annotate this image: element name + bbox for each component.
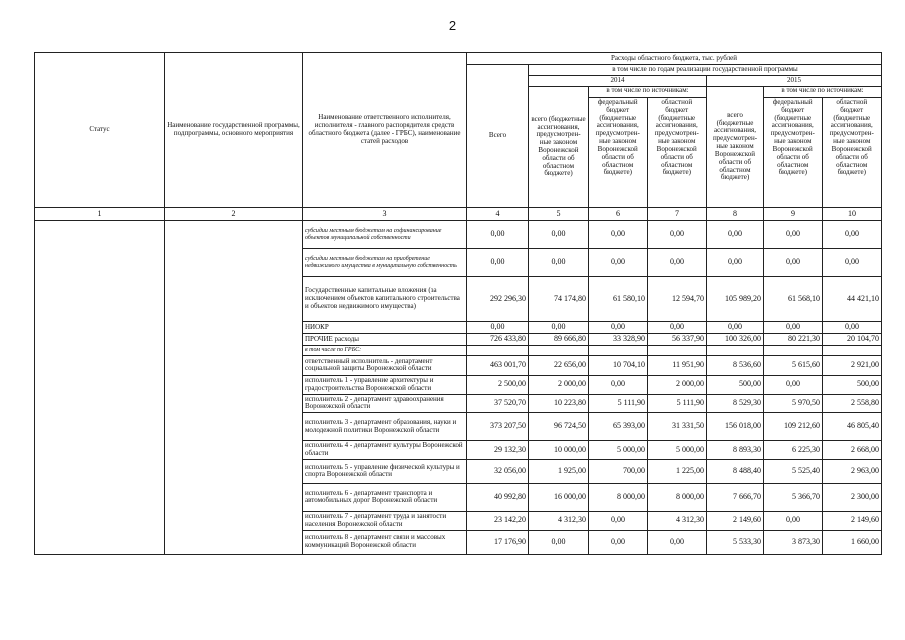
header-federal-2014: федеральный бюджет (бюджетные ассигнования, предусмотрен-ные законом Воронежской области об областном бюджете)	[589, 98, 648, 207]
value-cell: 56 337,90	[648, 333, 707, 345]
value-cell: 500,00	[823, 375, 882, 394]
status-cell	[35, 221, 165, 555]
value-cell: 20 104,70	[823, 333, 882, 345]
header-year-2015: 2015	[707, 76, 882, 87]
row-label: исполнитель 3 - департамент образования, науки и молодежной политики Воронежской области	[303, 413, 467, 441]
value-cell: 16 000,00	[529, 483, 589, 511]
value-cell: 0,00	[648, 322, 707, 334]
value-cell: 10 000,00	[529, 441, 589, 460]
header-by-sources-2014: в том числе по источникам:	[589, 87, 706, 98]
value-cell: 0,00	[648, 530, 707, 554]
header-federal-2015: федеральный бюджет (бюджетные ассигнования, предусмотрен-ные законом Воронежской области об областном бюджете)	[764, 98, 823, 207]
header-sources-2014	[589, 87, 707, 208]
value-cell: 8 529,30	[707, 394, 764, 413]
budget-table	[34, 52, 882, 555]
value-cell: 33 328,90	[589, 333, 648, 345]
value-cell: 0,00	[764, 221, 823, 249]
value-cell: 5 000,00	[589, 441, 648, 460]
value-cell: 0,00	[467, 221, 529, 249]
value-cell: 61 580,10	[589, 277, 648, 322]
value-cell: 7 666,70	[707, 483, 764, 511]
row-label: исполнитель 7 - департамент труда и занятости населения Воронежской области	[303, 511, 467, 530]
row-label: исполнитель 8 - департамент связи и массовых коммуникаций Воронежской области	[303, 530, 467, 554]
value-cell: 96 724,50	[529, 413, 589, 441]
value-cell: 2 558,80	[823, 394, 882, 413]
value-cell: 11 951,90	[648, 355, 707, 375]
value-cell: 61 568,10	[764, 277, 823, 322]
value-cell: 2 149,60	[707, 511, 764, 530]
value-cell: 37 520,70	[467, 394, 529, 413]
value-cell: 726 433,80	[467, 333, 529, 345]
value-cell	[467, 345, 529, 355]
value-cell: 29 132,30	[467, 441, 529, 460]
value-cell	[529, 345, 589, 355]
value-cell	[707, 345, 764, 355]
value-cell: 0,00	[764, 511, 823, 530]
value-cell: 89 666,80	[529, 333, 589, 345]
value-cell: 17 176,90	[467, 530, 529, 554]
value-cell: 0,00	[589, 511, 648, 530]
value-cell: 0,00	[823, 221, 882, 249]
value-cell: 0,00	[589, 221, 648, 249]
value-cell: 5 525,40	[764, 459, 823, 483]
value-cell	[823, 345, 882, 355]
column-number: 6	[589, 208, 648, 221]
column-number: 4	[467, 208, 529, 221]
header-regional-2014: областной бюджет (бюджетные ассигнования, предусмотрен-ные законом Воронежской области об областном бюджете)	[654, 98, 699, 177]
table-row	[35, 221, 882, 249]
row-label: исполнитель 5 - управление физической культуры и спорта Воронежской области	[303, 459, 467, 483]
column-number: 2	[165, 208, 303, 221]
value-cell: 2 963,00	[823, 459, 882, 483]
value-cell: 0,00	[823, 249, 882, 277]
value-cell: 5 000,00	[648, 441, 707, 460]
value-cell	[764, 345, 823, 355]
page-number: 2	[448, 18, 457, 33]
value-cell: 2 000,00	[529, 375, 589, 394]
header-year-2014: 2014	[529, 76, 707, 87]
column-number: 8	[707, 208, 764, 221]
value-cell: 80 221,30	[764, 333, 823, 345]
value-cell: 2 000,00	[648, 375, 707, 394]
value-cell: 0,00	[707, 249, 764, 277]
value-cell: 5 111,90	[648, 394, 707, 413]
value-cell: 463 001,70	[467, 355, 529, 375]
value-cell: 156 018,00	[707, 413, 764, 441]
value-cell: 10 223,80	[529, 394, 589, 413]
value-cell: 5 366,70	[764, 483, 823, 511]
value-cell: 2 668,00	[823, 441, 882, 460]
value-cell: 100 326,00	[707, 333, 764, 345]
row-label: НИОКР	[303, 322, 467, 334]
row-label: субсидии местным бюджетам на софинансирование объектов муниципальной собственности	[303, 221, 467, 249]
value-cell: 0,00	[589, 375, 648, 394]
value-cell: 3 873,30	[764, 530, 823, 554]
column-number: 5	[529, 208, 589, 221]
value-cell: 700,00	[589, 459, 648, 483]
value-cell: 0,00	[764, 375, 823, 394]
value-cell: 5 970,50	[764, 394, 823, 413]
value-cell: 8 000,00	[589, 483, 648, 511]
value-cell: 65 393,00	[589, 413, 648, 441]
value-cell: 46 805,40	[823, 413, 882, 441]
row-label: субсидии местным бюджетам на приобретение недвижимого имущества в муниципальную собственность	[303, 249, 467, 277]
row-label: ответственный исполнитель - департамент социальной защиты Воронежской области	[303, 355, 467, 375]
header-all-2015: всего (бюджетные ассигнования, предусмотрен-ные законом Воронежской области об областном бюджете)	[707, 87, 764, 208]
value-cell: 0,00	[589, 322, 648, 334]
value-cell: 8 488,40	[707, 459, 764, 483]
table-header	[35, 53, 882, 221]
value-cell: 74 174,80	[529, 277, 589, 322]
value-cell: 5 533,30	[707, 530, 764, 554]
header-by-years: в том числе по годам реализации государственной программы	[529, 65, 882, 76]
value-cell: 0,00	[707, 221, 764, 249]
row-label: Государственные капитальные вложения (за исключением объектов капитального строительства и объектов недвижимого имущества)	[303, 277, 467, 322]
value-cell: 22 656,00	[529, 355, 589, 375]
row-label: исполнитель 2 - департамент здравоохранения Воронежской области	[303, 394, 467, 413]
value-cell: 0,00	[529, 221, 589, 249]
column-number: 3	[303, 208, 467, 221]
value-cell: 0,00	[589, 249, 648, 277]
value-cell	[589, 345, 648, 355]
value-cell: 109 212,60	[764, 413, 823, 441]
column-number: 1	[35, 208, 165, 221]
value-cell: 44 421,10	[823, 277, 882, 322]
header-budget-title: Расходы областного бюджета, тыс. рублей	[467, 53, 882, 65]
value-cell: 105 989,20	[707, 277, 764, 322]
value-cell: 5 111,90	[589, 394, 648, 413]
value-cell: 0,00	[823, 322, 882, 334]
value-cell: 23 142,20	[467, 511, 529, 530]
value-cell: 0,00	[529, 322, 589, 334]
value-cell: 0,00	[648, 221, 707, 249]
value-cell: 1 660,00	[823, 530, 882, 554]
value-cell: 0,00	[648, 249, 707, 277]
value-cell: 373 207,50	[467, 413, 529, 441]
column-number: 10	[823, 208, 882, 221]
column-number-row	[35, 208, 882, 221]
value-cell: 1 925,00	[529, 459, 589, 483]
value-cell: 2 149,60	[823, 511, 882, 530]
value-cell: 40 992,80	[467, 483, 529, 511]
row-label: исполнитель 6 - департамент транспорта и автомобильных дорог Воронежской области	[303, 483, 467, 511]
row-label: ПРОЧИЕ расходы	[303, 333, 467, 345]
value-cell	[648, 345, 707, 355]
value-cell: 0,00	[589, 530, 648, 554]
value-cell: 0,00	[529, 249, 589, 277]
header-executor: Наименование ответственного исполнителя, исполнителя - главного распорядителя средств областного бюджета (далее - ГРБС), наименование статей расходов	[303, 53, 467, 208]
value-cell: 500,00	[707, 375, 764, 394]
value-cell: 2 300,00	[823, 483, 882, 511]
value-cell: 8 893,30	[707, 441, 764, 460]
program-cell	[165, 221, 303, 555]
column-number: 7	[648, 208, 707, 221]
header-all-2014: всего (бюджетные ассигнования, предусмотрен-ные законом Воронежской области об областном бюджете)	[529, 87, 589, 208]
value-cell: 1 225,00	[648, 459, 707, 483]
value-cell: 0,00	[764, 322, 823, 334]
value-cell: 0,00	[529, 530, 589, 554]
value-cell: 0,00	[707, 322, 764, 334]
value-cell: 0,00	[467, 249, 529, 277]
value-cell: 6 225,30	[764, 441, 823, 460]
row-label: исполнитель 1 - управление архитектуры и градостроительства Воронежской области	[303, 375, 467, 394]
value-cell: 0,00	[764, 249, 823, 277]
value-cell: 8 536,60	[707, 355, 764, 375]
header-regional-2015: областной бюджет (бюджетные ассигнования, предусмотрен-ные законом Воронежской области об областном бюджете)	[829, 98, 874, 177]
value-cell: 4 312,30	[648, 511, 707, 530]
header-status: Статус	[35, 53, 165, 208]
value-cell: 32 056,00	[467, 459, 529, 483]
table-body	[35, 221, 882, 555]
row-label: в том числе по ГРБС:	[303, 345, 467, 355]
row-label: исполнитель 4 - департамент культуры Воронежской области	[303, 441, 467, 460]
column-number: 9	[764, 208, 823, 221]
value-cell: 292 296,30	[467, 277, 529, 322]
value-cell: 2 500,00	[467, 375, 529, 394]
value-cell: 2 921,00	[823, 355, 882, 375]
header-by-sources-2015: в том числе по источникам:	[764, 87, 881, 98]
value-cell: 10 704,10	[589, 355, 648, 375]
value-cell: 0,00	[467, 322, 529, 334]
header-program: Наименование государственной программы, подпрограммы, основного мероприятия	[165, 53, 303, 208]
value-cell: 31 331,50	[648, 413, 707, 441]
value-cell: 12 594,70	[648, 277, 707, 322]
header-sources-2015	[764, 87, 882, 208]
value-cell: 5 615,60	[764, 355, 823, 375]
value-cell: 4 312,30	[529, 511, 589, 530]
header-total: Всего	[467, 65, 529, 208]
value-cell: 8 000,00	[648, 483, 707, 511]
